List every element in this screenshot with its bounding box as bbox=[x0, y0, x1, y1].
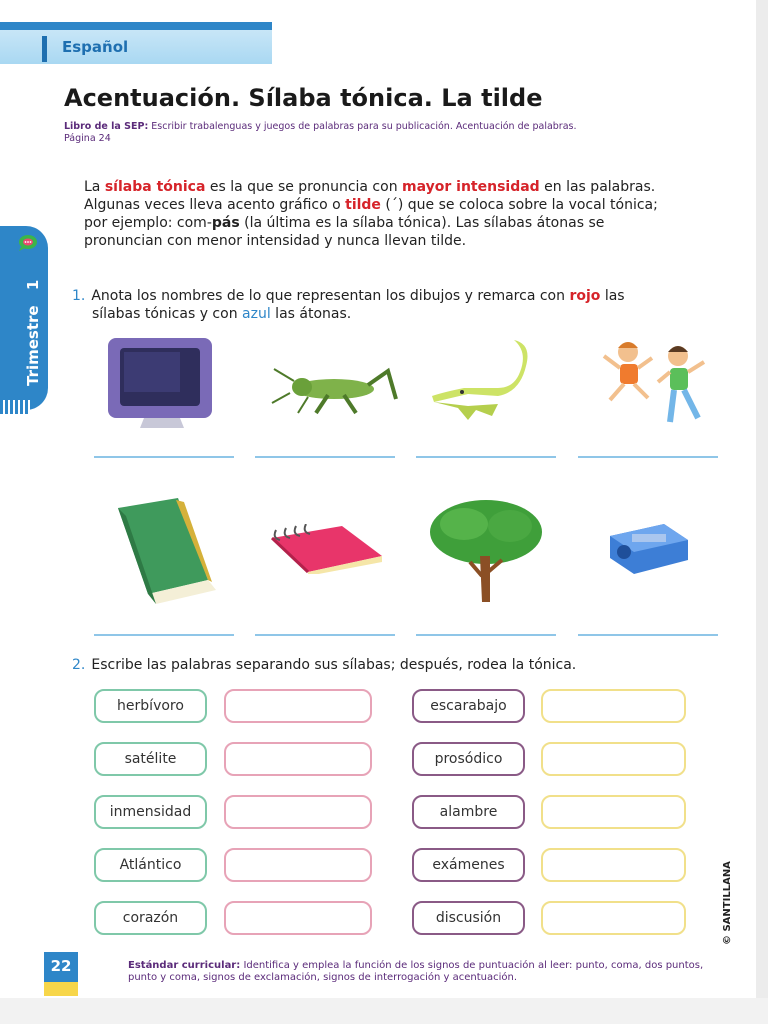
curricular-standard-label: Estándar curricular: bbox=[128, 960, 241, 971]
syllable-answer-box[interactable] bbox=[224, 689, 372, 723]
curricular-standard-text: Identifica y emplea la función de los signos de puntuación al leer: punto, coma, dos puntos, punto y coma, signos de exclamación, signos de interrogación y acentuación. bbox=[128, 960, 704, 983]
question-number: 1. bbox=[72, 288, 86, 304]
question-text: las bbox=[600, 288, 625, 304]
answer-line[interactable] bbox=[255, 634, 395, 636]
page-edge-right bbox=[756, 0, 768, 1024]
trimester-number: 1 bbox=[24, 279, 42, 291]
sep-reference-page: Página 24 bbox=[64, 133, 111, 144]
trimester-word: Trimestre bbox=[24, 305, 42, 386]
intro-text: pronuncian con menor intensidad y nunca llevan tilde. bbox=[84, 233, 467, 249]
syllable-answer-box[interactable] bbox=[541, 848, 686, 882]
syllable-answer-box[interactable] bbox=[224, 742, 372, 776]
trimester-tab-stripes bbox=[0, 400, 30, 414]
question-2 bbox=[72, 656, 712, 674]
grasshopper-icon bbox=[268, 365, 400, 417]
term-tilde: tilde bbox=[345, 197, 381, 213]
sep-reference-text: Escribir trabalenguas y juegos de palabras para su publicación. Acentuación de palabras. bbox=[151, 121, 577, 132]
word-box-right: alambre bbox=[412, 795, 525, 829]
intro-text: es la que se pronuncia con bbox=[205, 179, 403, 195]
term-mayor-intensidad: mayor intensidad bbox=[402, 179, 540, 195]
word-box-right: discusión bbox=[412, 901, 525, 935]
word-azul: azul bbox=[242, 306, 271, 322]
pencil-sharpener-icon bbox=[604, 518, 692, 578]
header-band-top bbox=[0, 22, 272, 30]
question-1 bbox=[72, 287, 712, 323]
question-text: Escribe las palabras separando sus sílabas; después, rodea la tónica. bbox=[91, 657, 577, 673]
answer-line[interactable] bbox=[94, 634, 234, 636]
syllable-answer-box[interactable] bbox=[224, 901, 372, 935]
question-text: las átonas. bbox=[270, 306, 352, 322]
intro-text: en las palabras. bbox=[539, 179, 656, 195]
trimester-label bbox=[18, 236, 48, 386]
word-box-left: Atlántico bbox=[94, 848, 207, 882]
answer-line[interactable] bbox=[578, 634, 718, 636]
green-book-icon bbox=[108, 494, 226, 604]
word-box-left: satélite bbox=[94, 742, 207, 776]
answer-line[interactable] bbox=[578, 456, 718, 458]
intro-text: (´) que se coloca sobre la vocal tónica; bbox=[380, 197, 658, 213]
intro-text: (la última es la sílaba tónica). Las sílabas átonas se bbox=[239, 215, 605, 231]
red-notebook-icon bbox=[268, 524, 386, 574]
page-edge-bottom bbox=[0, 998, 768, 1024]
tree-icon bbox=[424, 496, 548, 606]
term-silaba-tonica: sílaba tónica bbox=[104, 179, 206, 195]
word-box-right: exámenes bbox=[412, 848, 525, 882]
syllable-answer-box[interactable] bbox=[541, 689, 686, 723]
intro-text: La bbox=[84, 179, 105, 195]
question-text: sílabas tónicas y con bbox=[92, 306, 243, 322]
sep-reference-label: Libro de la SEP: bbox=[64, 121, 149, 132]
word-box-left: inmensidad bbox=[94, 795, 207, 829]
syllable-answer-box[interactable] bbox=[541, 901, 686, 935]
syllable-answer-box[interactable] bbox=[224, 848, 372, 882]
children-running-icon bbox=[598, 338, 718, 428]
tv-monitor-icon bbox=[104, 334, 222, 430]
answer-line[interactable] bbox=[416, 456, 556, 458]
word-box-left: corazón bbox=[94, 901, 207, 935]
syllable-answer-box[interactable] bbox=[541, 795, 686, 829]
question-number: 2. bbox=[72, 657, 86, 673]
header-band bbox=[0, 22, 272, 64]
sep-reference bbox=[64, 121, 704, 145]
syllable-answer-box[interactable] bbox=[224, 795, 372, 829]
syllable-answer-box[interactable] bbox=[541, 742, 686, 776]
answer-line[interactable] bbox=[94, 456, 234, 458]
word-rojo: rojo bbox=[569, 288, 601, 304]
question-text: Anota los nombres de lo que representan los dibujos y remarca con bbox=[91, 288, 570, 304]
intro-paragraph bbox=[84, 178, 724, 250]
answer-line[interactable] bbox=[255, 456, 395, 458]
answer-line[interactable] bbox=[416, 634, 556, 636]
crocodile-icon bbox=[428, 336, 546, 432]
header-accent-bar bbox=[42, 36, 47, 62]
page-title: Acentuación. Sílaba tónica. La tilde bbox=[64, 84, 543, 112]
page-number-accent bbox=[44, 982, 78, 996]
word-box-left: herbívoro bbox=[94, 689, 207, 723]
page-number: 22 bbox=[50, 957, 72, 975]
intro-text: Algunas veces lleva acento gráfico o bbox=[84, 197, 346, 213]
term-pas: pás bbox=[211, 215, 240, 231]
publisher-mark: © SANTILLANA bbox=[722, 861, 733, 945]
word-box-right: escarabajo bbox=[412, 689, 525, 723]
word-box-right: prosódico bbox=[412, 742, 525, 776]
subject-label: Español bbox=[62, 38, 129, 56]
intro-text: por ejemplo: com- bbox=[84, 215, 212, 231]
curricular-standard bbox=[128, 960, 718, 984]
